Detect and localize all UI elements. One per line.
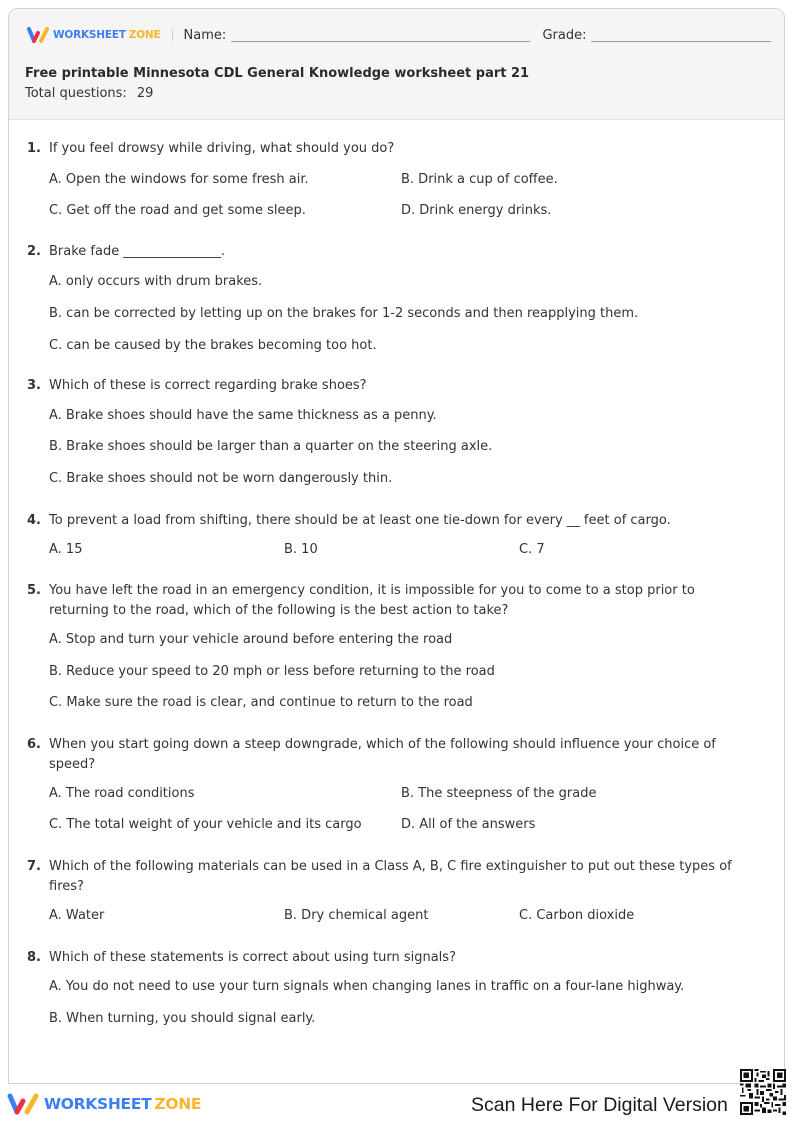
option-a[interactable]: A. only occurs with drum brakes. — [49, 273, 263, 289]
total-questions-count: 29 — [136, 86, 154, 101]
option-c[interactable]: C. can be caused by the brakes becoming too hot. — [49, 337, 377, 353]
worksheet-header — [9, 9, 784, 120]
logo-word-zone: ZONE — [154, 1095, 202, 1113]
question-text: When you start going down a steep downgrade, which of the following should influence your choice of speed? — [49, 737, 716, 772]
question-text: To prevent a load from shifting, there should be at least one tie-down for every __ feet of cargo. — [49, 513, 671, 528]
option-b[interactable]: B. 10 — [284, 541, 318, 557]
option-a[interactable]: A. Brake shoes should have the same thickness as a penny. — [49, 407, 437, 423]
divider — [172, 29, 173, 41]
question-text: Brake fade _______________. — [49, 244, 225, 259]
question-number: 4. — [27, 513, 41, 528]
worksheet-zone-logo-icon — [26, 26, 50, 44]
worksheet-zone-logo[interactable] — [26, 26, 161, 44]
question-8 — [27, 948, 747, 1026]
question-6 — [27, 735, 747, 832]
option-a[interactable]: A. The road conditions — [49, 786, 195, 801]
option-d[interactable]: D. All of the answers — [401, 817, 536, 832]
option-b[interactable]: B. Dry chemical agent — [284, 908, 429, 923]
total-questions — [25, 86, 153, 101]
grade-label: Grade: — [542, 27, 587, 43]
option-c[interactable]: C. The total weight of your vehicle and its cargo — [49, 817, 362, 832]
scan-for-digital-version-text: Scan Here For Digital Version — [471, 1094, 728, 1116]
question-text: You have left the road in an emergency condition, it is impossible for you to come to a stop prior to returning to the road, which of the following is the best action to take? — [49, 583, 695, 618]
name-label: Name: — [183, 27, 227, 43]
option-c[interactable]: C. Brake shoes should not be worn dangerously thin. — [49, 470, 393, 486]
question-number: 3. — [27, 378, 41, 393]
logo-word-worksheet: WORKSHEET — [53, 29, 126, 41]
option-c[interactable]: C. Get off the road and get some sleep. — [49, 202, 306, 218]
option-a[interactable]: A. Stop and turn your vehicle around before entering the road — [49, 632, 453, 647]
option-b[interactable]: B. Reduce your speed to 20 mph or less before returning to the road — [49, 664, 495, 679]
question-7 — [27, 857, 747, 923]
grade-field[interactable] — [591, 41, 771, 42]
worksheet-title: Free printable Minnesota CDL General Knowledge worksheet part 21 — [25, 66, 530, 81]
question-number: 2. — [27, 244, 41, 259]
question-5 — [27, 581, 747, 710]
question-number: 1. — [27, 141, 41, 156]
question-1 — [27, 139, 747, 218]
question-text: Which of the following materials can be used in a Class A, B, C fire extinguisher to put out these types of fires? — [49, 859, 732, 894]
question-number: 6. — [27, 737, 41, 752]
option-a[interactable]: A. Open the windows for some fresh air. — [49, 171, 309, 187]
option-a[interactable]: A. You do not need to use your turn signals when changing lanes in traffic on a four-lane highway. — [49, 978, 685, 994]
question-text: If you feel drowsy while driving, what should you do? — [49, 141, 395, 156]
logo-word-zone: ZONE — [128, 29, 161, 41]
question-text: Which of these statements is correct about using turn signals? — [49, 950, 456, 965]
option-d[interactable]: D. Drink energy drinks. — [401, 202, 552, 218]
worksheet-zone-logo-icon — [6, 1092, 40, 1116]
option-b[interactable]: B. When turning, you should signal early. — [49, 1010, 316, 1026]
option-c[interactable]: C. 7 — [519, 541, 545, 557]
option-b[interactable]: B. Brake shoes should be larger than a quarter on the steering axle. — [49, 438, 493, 454]
brand-row — [26, 25, 771, 45]
worksheet-sheet — [8, 8, 785, 1084]
qr-code-icon[interactable] — [740, 1069, 786, 1115]
total-questions-label: Total questions: — [25, 86, 127, 101]
logo-wordmark — [53, 29, 161, 41]
question-number: 5. — [27, 583, 41, 598]
question-text: Which of these is correct regarding brake shoes? — [49, 378, 367, 393]
option-c[interactable]: C. Carbon dioxide — [519, 908, 635, 923]
question-3 — [27, 376, 747, 486]
logo-word-worksheet: WORKSHEET — [44, 1095, 152, 1113]
page-footer — [0, 1085, 793, 1122]
option-a[interactable]: A. Water — [49, 908, 105, 923]
option-b[interactable]: B. can be corrected by letting up on the brakes for 1-2 seconds and then reapplying them. — [49, 305, 639, 321]
question-4 — [27, 511, 747, 557]
option-b[interactable]: B. Drink a cup of coffee. — [401, 171, 558, 187]
option-c[interactable]: C. Make sure the road is clear, and continue to return to the road — [49, 695, 473, 710]
footer-worksheet-zone-logo[interactable] — [6, 1092, 201, 1116]
name-field[interactable] — [231, 41, 530, 42]
question-number: 7. — [27, 859, 41, 874]
option-a[interactable]: A. 15 — [49, 541, 83, 557]
question-number: 8. — [27, 950, 41, 965]
question-2 — [27, 242, 747, 353]
option-b[interactable]: B. The steepness of the grade — [401, 786, 597, 801]
logo-wordmark — [44, 1095, 201, 1113]
